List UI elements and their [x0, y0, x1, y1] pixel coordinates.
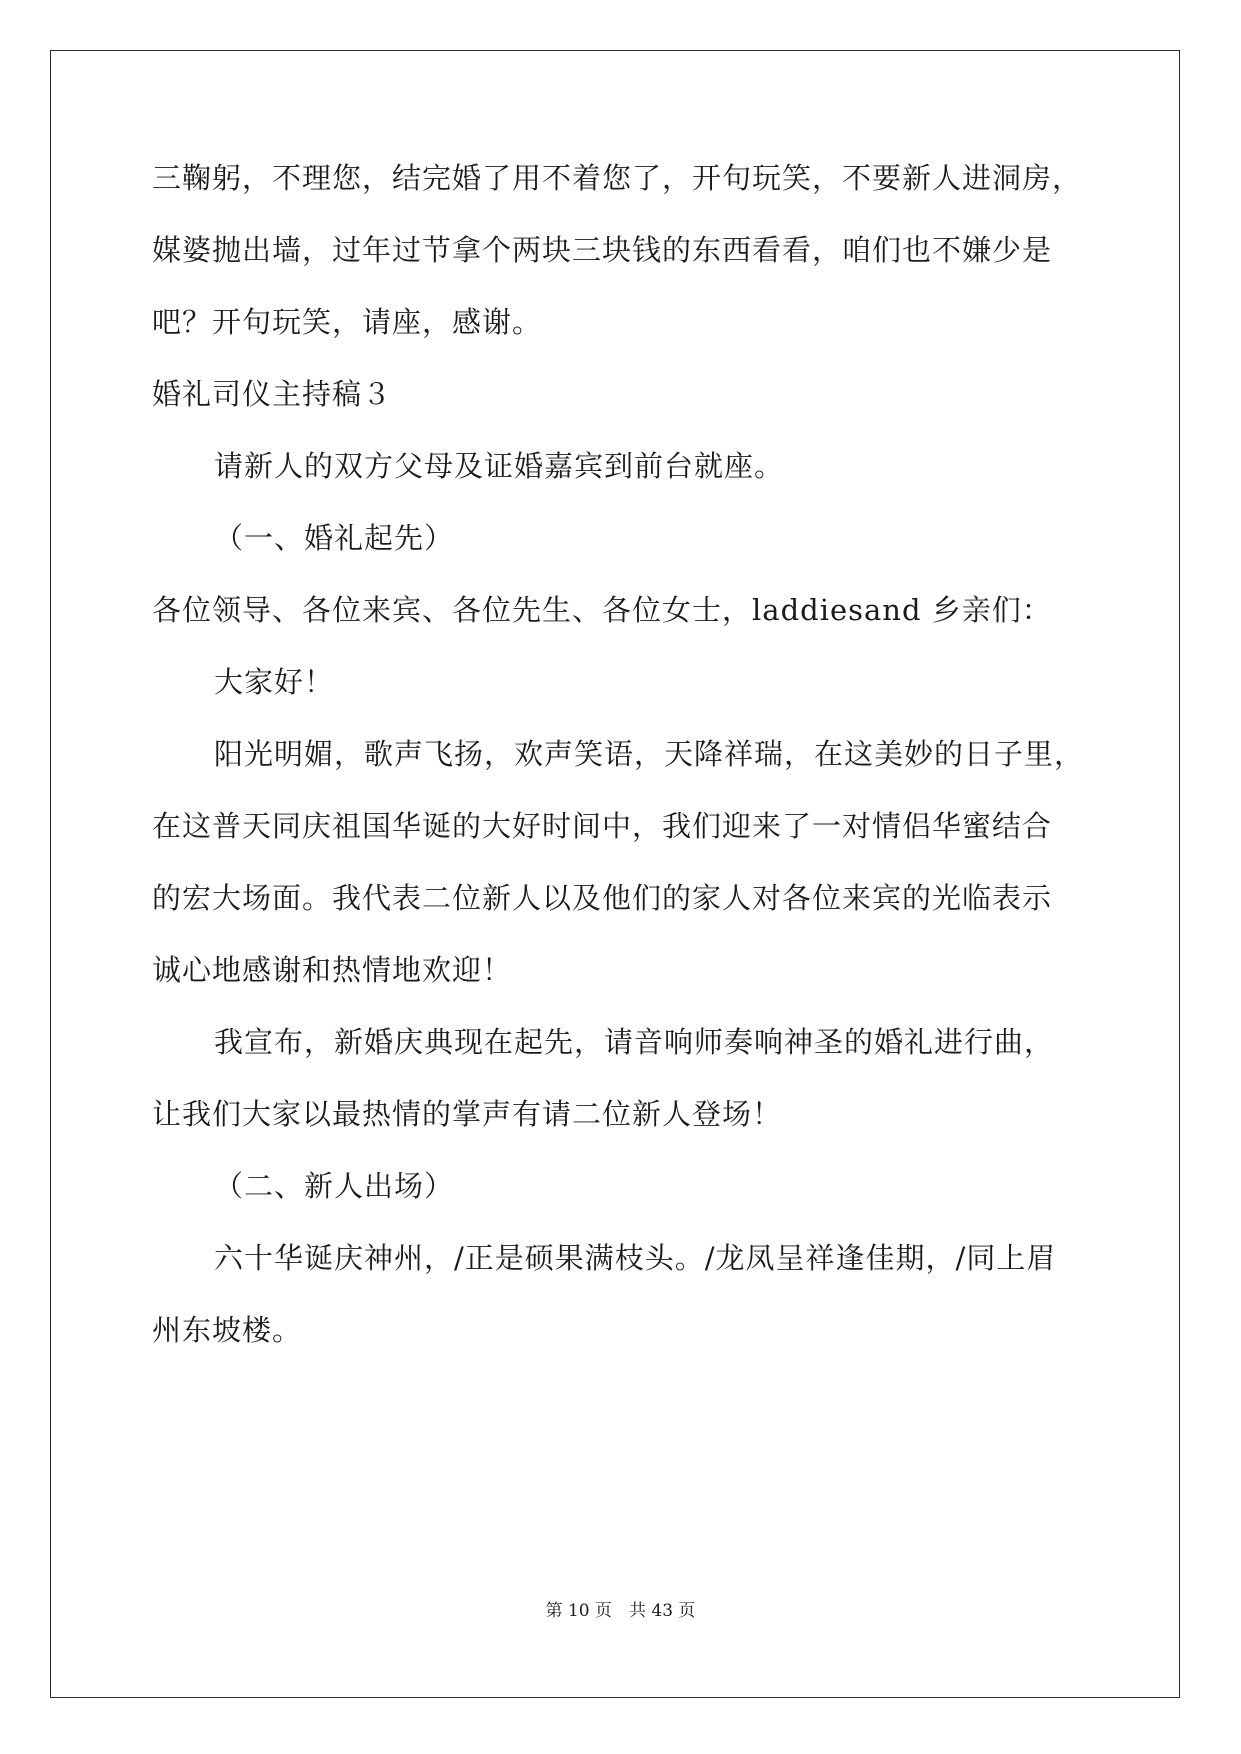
text-line: 我宣布，新婚庆典现在起先，请音响师奏响神圣的婚礼进行曲， — [214, 1025, 1055, 1059]
page-number: 第 10 页 共 43 页 — [545, 1601, 696, 1621]
section-heading: 婚礼司仪主持稿３ — [152, 377, 393, 411]
page-border — [50, 50, 1180, 1698]
text-line: 大家好！ — [214, 665, 335, 699]
text-line: 阳光明媚，歌声飞扬，欢声笑语，天降祥瑞，在这美妙的日子里， — [214, 737, 1085, 771]
text-line: 吧？开句玩笑，请座，感谢。 — [152, 305, 543, 339]
text-line: 三鞠躬，不理您，结完婚了用不着您了，开句玩笑，不要新人进洞房， — [152, 161, 1083, 195]
text-line: 诚心地感谢和热情地欢迎！ — [152, 953, 513, 987]
text-line: 请新人的双方父母及证婚嘉宾到前台就座。 — [214, 449, 785, 483]
text-line: 州东坡楼。 — [152, 1313, 303, 1347]
subsection-heading: （二、新人出场） — [214, 1169, 455, 1203]
text-line: 媒婆抛出墙，过年过节拿个两块三块钱的东西看看，咱们也不嫌少是 — [152, 233, 1053, 267]
text-line: 六十华诞庆神州，/正是硕果满枝头。/龙凤呈祥逢佳期，/同上眉 — [214, 1241, 1057, 1275]
text-line: 的宏大场面。我代表二位新人以及他们的家人对各位来宾的光临表示 — [152, 881, 1053, 915]
text-line: 让我们大家以最热情的掌声有请二位新人登场！ — [152, 1097, 783, 1131]
text-line: 各位领导、各位来宾、各位先生、各位女士，laddiesand 乡亲们： — [152, 593, 1052, 627]
text-line: 在这普天同庆祖国华诞的大好时间中，我们迎来了一对情侣华蜜结合 — [152, 809, 1053, 843]
subsection-heading: （一、婚礼起先） — [214, 521, 455, 555]
